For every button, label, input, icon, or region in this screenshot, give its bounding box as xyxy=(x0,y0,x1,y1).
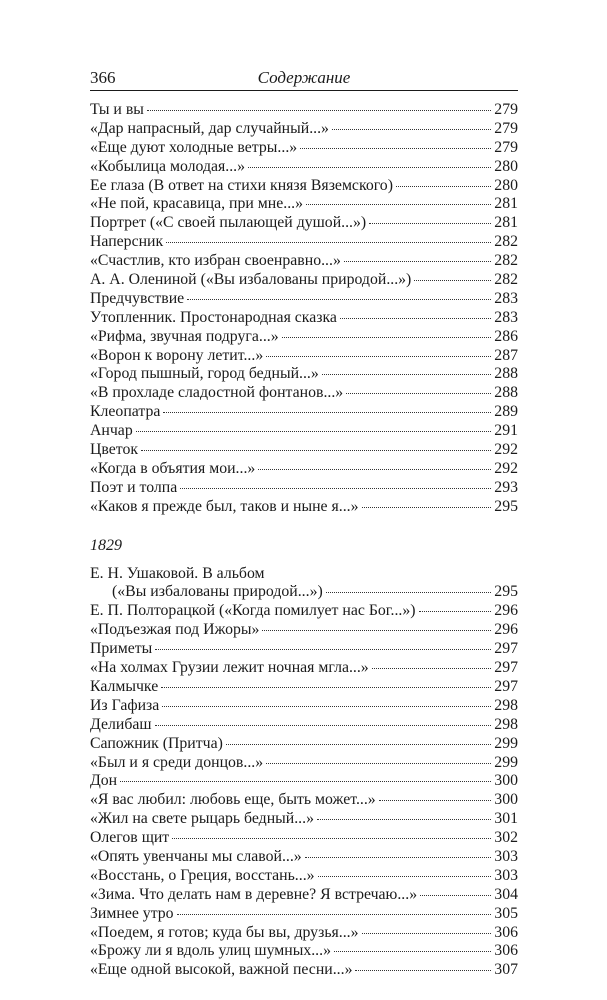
toc-entry-page: 303 xyxy=(494,847,518,865)
toc-entry-title: «Счастлив, кто избран своенравно...» xyxy=(90,252,341,270)
dot-leader xyxy=(362,507,491,508)
toc-entry-title: Клеопатра xyxy=(90,403,161,421)
toc-entry-title: Анчар xyxy=(90,422,133,440)
toc-entry-title: Дон xyxy=(90,772,118,790)
toc-entry xyxy=(90,772,518,791)
toc-entry-title: Олегов щит xyxy=(90,829,170,847)
toc-entry-page: 288 xyxy=(494,384,518,402)
dot-leader xyxy=(163,412,491,413)
toc-entry-page: 280 xyxy=(494,176,518,194)
toc-entry xyxy=(90,252,518,271)
toc-entry-page: 291 xyxy=(494,422,518,440)
toc-entry-page: 297 xyxy=(494,659,518,677)
dot-leader xyxy=(322,374,491,375)
toc-entry xyxy=(90,309,518,328)
toc-entry xyxy=(90,290,518,309)
dot-leader xyxy=(344,261,491,262)
toc-entry-title: Сапожник (Притча) xyxy=(90,734,223,752)
dot-leader xyxy=(318,876,491,877)
toc-entry-page: 280 xyxy=(494,157,518,175)
dot-leader xyxy=(248,167,491,168)
toc-entry-page: 299 xyxy=(494,753,518,771)
toc-entry xyxy=(90,158,518,177)
toc-entry-title: Наперсник xyxy=(90,233,164,251)
toc-entry xyxy=(90,328,518,347)
toc-entry-title: Калмычке xyxy=(90,677,159,695)
toc-group-2 xyxy=(90,602,518,980)
dot-leader xyxy=(326,592,491,593)
toc-entry-page: 296 xyxy=(494,602,518,620)
toc-entry xyxy=(90,347,518,366)
toc-entry xyxy=(90,233,518,252)
toc-entry-title: «Еще одной высокой, важной песни...» xyxy=(90,961,353,979)
toc-entry xyxy=(90,583,518,602)
dot-leader xyxy=(120,781,491,782)
toc-entry xyxy=(90,602,518,621)
toc-entry-title-only xyxy=(90,565,518,584)
toc-entry-page: 307 xyxy=(494,961,518,979)
toc-entry-title: «Когда в объятия мои...» xyxy=(90,459,256,477)
toc-entry-title: Зимнее утро xyxy=(90,904,174,922)
dot-leader xyxy=(414,280,491,281)
toc-entry-title: «Город пышный, город бедный...» xyxy=(90,365,319,383)
dot-leader xyxy=(161,687,491,688)
toc-entry-title: «Зима. Что делать нам в деревне? Я встречаю...» xyxy=(90,885,418,903)
dot-leader xyxy=(300,148,491,149)
toc-entry xyxy=(90,101,518,120)
toc-entry xyxy=(90,791,518,810)
toc-entry xyxy=(90,886,518,905)
toc-entry xyxy=(90,441,518,460)
toc-entry-title: Е. Н. Ушаковой. В альбом xyxy=(90,564,265,582)
dot-leader xyxy=(362,933,491,934)
toc-entry-title: А. А. Олениной («Вы избалованы природой...») xyxy=(90,271,412,289)
toc-entry-page: 303 xyxy=(494,866,518,884)
toc-entry-title: «Каков я прежде был, таков и ныне я...» xyxy=(90,497,359,515)
dot-leader xyxy=(372,668,491,669)
dot-leader xyxy=(355,970,491,971)
toc-entry-title: Е. П. Полторацкой («Когда помилует нас Бог...») xyxy=(90,602,416,620)
toc-entry-page: 302 xyxy=(494,829,518,847)
toc-entry-page: 300 xyxy=(494,772,518,790)
dot-leader xyxy=(155,649,491,650)
toc-entry-title: Предчувствие xyxy=(90,289,185,307)
toc-entry xyxy=(90,460,518,479)
toc-entry-page: 279 xyxy=(494,119,518,137)
toc-entry xyxy=(90,640,518,659)
toc-group-1 xyxy=(90,101,518,517)
dot-leader xyxy=(369,223,491,224)
toc-entry-page: 300 xyxy=(494,791,518,809)
toc-entry xyxy=(90,498,518,517)
toc-entry xyxy=(90,924,518,943)
toc-entry-page: 304 xyxy=(494,885,518,903)
toc-entry-title: «На холмах Грузии лежит ночная мгла...» xyxy=(90,659,369,677)
toc-entry-title: «Я вас любил: любовь еще, быть может...» xyxy=(90,791,376,809)
toc-entry xyxy=(90,716,518,735)
toc-entry-page: 281 xyxy=(494,195,518,213)
dot-leader xyxy=(396,186,491,187)
toc-entry-page: 283 xyxy=(494,289,518,307)
dot-leader xyxy=(282,337,491,338)
toc-entry xyxy=(90,905,518,924)
toc-entry-page: 298 xyxy=(494,696,518,714)
toc-entry-page: 283 xyxy=(494,308,518,326)
toc-entry-page: 295 xyxy=(494,497,518,515)
dot-leader xyxy=(162,706,491,707)
toc-entry-page: 305 xyxy=(494,904,518,922)
toc-entry-title: Портрет («С своей пылающей душой...») xyxy=(90,214,367,232)
toc-entry xyxy=(90,735,518,754)
toc-entry xyxy=(90,479,518,498)
dot-leader xyxy=(180,488,491,489)
toc-entry-page: 298 xyxy=(494,715,518,733)
dot-leader xyxy=(340,318,491,319)
toc-entry-page: 292 xyxy=(494,459,518,477)
toc-entry-page: 282 xyxy=(494,233,518,251)
toc-entry xyxy=(90,195,518,214)
toc-entry xyxy=(90,810,518,829)
dot-leader xyxy=(177,914,491,915)
dot-leader xyxy=(141,450,491,451)
toc-entry xyxy=(90,384,518,403)
page-header xyxy=(90,68,518,91)
toc-entry-title: «Опять увенчаны мы славой...» xyxy=(90,847,302,865)
toc-entry-title: «Поедем, я готов; куда бы вы, друзья...» xyxy=(90,923,359,941)
toc-entry xyxy=(90,942,518,961)
table-of-contents xyxy=(90,101,518,980)
toc-entry-title: Цветок xyxy=(90,441,139,459)
toc-entry-page: 296 xyxy=(494,621,518,639)
toc-entry-title: «Восстань, о Греция, восстань...» xyxy=(90,866,315,884)
toc-entry-page: 282 xyxy=(494,271,518,289)
toc-entry-page: 306 xyxy=(494,923,518,941)
toc-entry xyxy=(90,403,518,422)
toc-entry-title: «Был и я среди донцов...» xyxy=(90,753,264,771)
toc-entry-title: «Дар напрасный, дар случайный...» xyxy=(90,119,329,137)
dot-leader xyxy=(306,204,491,205)
toc-entry-title: «Ворон к ворону летит...» xyxy=(90,346,264,364)
toc-entry xyxy=(90,214,518,233)
toc-entry xyxy=(90,678,518,697)
toc-entry-page: 297 xyxy=(494,640,518,658)
toc-entry-page: 286 xyxy=(494,327,518,345)
toc-entry-page: 287 xyxy=(494,346,518,364)
dot-leader xyxy=(379,800,491,801)
dot-leader xyxy=(258,469,491,470)
page-number: 366 xyxy=(90,68,116,87)
dot-leader xyxy=(262,630,491,631)
toc-entry xyxy=(90,120,518,139)
dot-leader xyxy=(266,763,491,764)
toc-entry-title: «Рифма, звучная подруга...» xyxy=(90,327,279,345)
dot-leader xyxy=(147,110,491,111)
toc-entry-title: «Подъезжая под Ижоры» xyxy=(90,621,260,639)
toc-entry-page: 288 xyxy=(494,365,518,383)
section-year-heading: 1829 xyxy=(90,536,122,554)
toc-entry-page: 289 xyxy=(494,403,518,421)
toc-entry-page: 306 xyxy=(494,942,518,960)
dot-leader xyxy=(136,431,491,432)
dot-leader xyxy=(155,725,491,726)
dot-leader xyxy=(419,611,491,612)
toc-entry-page: 301 xyxy=(494,810,518,828)
toc-entry xyxy=(90,621,518,640)
dot-leader xyxy=(317,819,491,820)
dot-leader xyxy=(166,242,491,243)
running-title: Содержание xyxy=(257,68,351,87)
dot-leader xyxy=(172,838,491,839)
toc-entry-page: 295 xyxy=(494,583,518,601)
toc-entry-title: («Вы избалованы природой...») xyxy=(112,583,323,601)
toc-entry-title: Приметы xyxy=(90,640,153,658)
toc-entry-title: «В прохладе сладостной фонтанов...» xyxy=(90,384,344,402)
dot-leader xyxy=(187,299,491,300)
toc-entry xyxy=(90,422,518,441)
toc-page xyxy=(90,68,518,980)
toc-entry-title: «Не пой, красавица, при мне...» xyxy=(90,195,304,213)
toc-entry-page: 297 xyxy=(494,677,518,695)
toc-entry-title: «Брожу ли я вдоль улиц шумных...» xyxy=(90,942,331,960)
dot-leader xyxy=(226,744,491,745)
toc-entry-page: 279 xyxy=(494,101,518,118)
toc-entry-title: Из Гафиза xyxy=(90,696,160,714)
toc-entry-page: 281 xyxy=(494,214,518,232)
toc-entry-page: 293 xyxy=(494,478,518,496)
toc-entry-title: Утопленник. Простонародная сказка xyxy=(90,308,337,326)
toc-entry-page: 279 xyxy=(494,138,518,156)
dot-leader xyxy=(346,393,491,394)
toc-entry xyxy=(90,961,518,980)
toc-entry-title: «Еще дуют холодные ветры...» xyxy=(90,138,298,156)
toc-entry-title: Поэт и толпа xyxy=(90,478,178,496)
toc-entry-title: Ее глаза (В ответ на стихи князя Вяземского) xyxy=(90,176,393,194)
toc-entry xyxy=(90,271,518,290)
toc-entry-title: «Кобылица молодая...» xyxy=(90,157,246,175)
toc-entry xyxy=(90,365,518,384)
toc-entry xyxy=(90,659,518,678)
toc-entry xyxy=(90,867,518,886)
dot-leader xyxy=(305,857,491,858)
toc-entry xyxy=(90,177,518,196)
dot-leader xyxy=(332,129,491,130)
toc-entry xyxy=(90,829,518,848)
toc-entry-page: 299 xyxy=(494,734,518,752)
toc-entry-title: Ты и вы xyxy=(90,101,144,118)
toc-entry xyxy=(90,697,518,716)
toc-entry-page: 292 xyxy=(494,441,518,459)
toc-entry xyxy=(90,754,518,773)
toc-entry-title: «Жил на свете рыцарь бедный...» xyxy=(90,810,314,828)
toc-entry xyxy=(90,848,518,867)
dot-leader xyxy=(420,895,491,896)
dot-leader xyxy=(334,951,491,952)
toc-entry xyxy=(90,139,518,158)
toc-entry-page: 282 xyxy=(494,252,518,270)
dot-leader xyxy=(266,356,491,357)
toc-entry-title: Делибаш xyxy=(90,715,152,733)
